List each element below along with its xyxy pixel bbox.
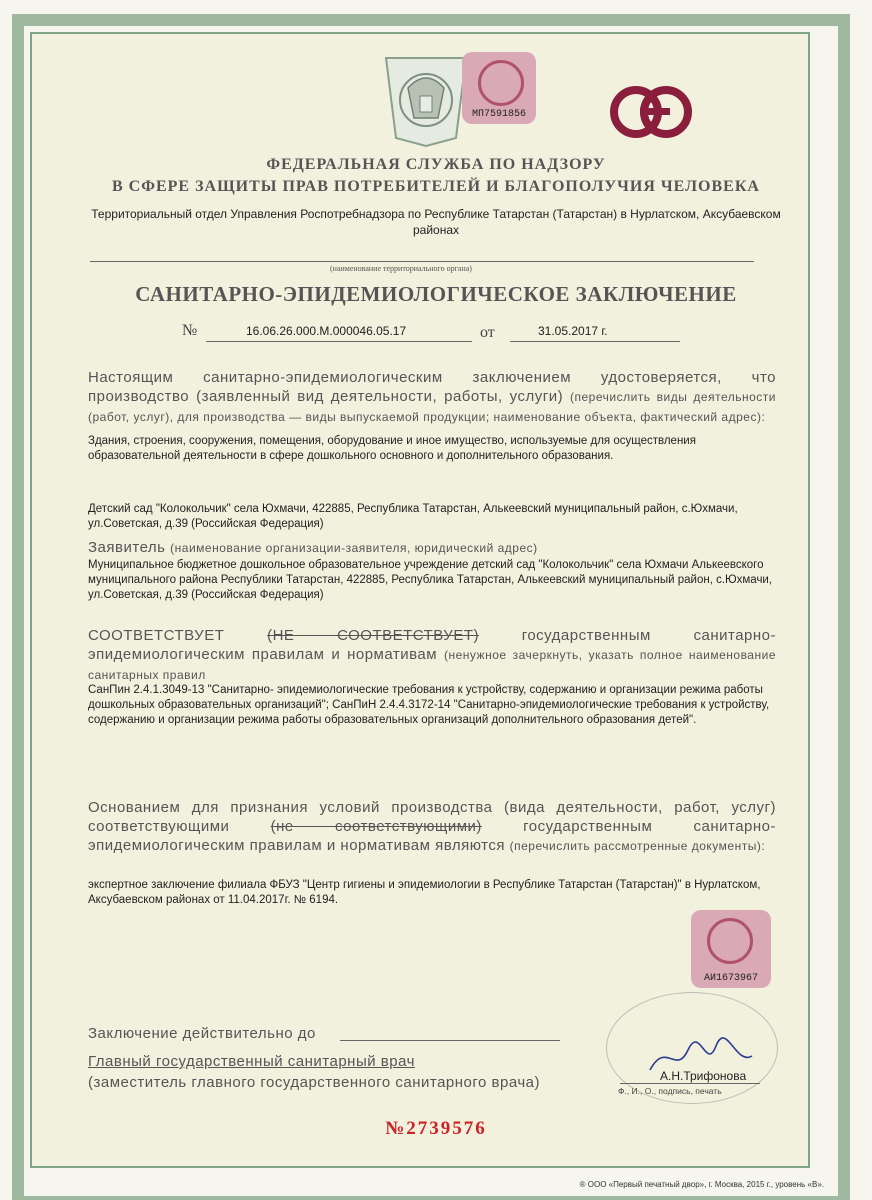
section-intro bbox=[88, 368, 776, 427]
section-intro-lead: Настоящим санитарно-эпидемиологическим заключением удостоверяется, что производство (заявленный вид деятельности, работы, услуги) bbox=[88, 369, 776, 405]
se-logo-icon bbox=[606, 82, 696, 142]
conformity-statement bbox=[88, 626, 776, 685]
document-title: САНИТАРНО-ЭПИДЕМИОЛОГИЧЕСКОЕ ЗАКЛЮЧЕНИЕ bbox=[135, 282, 737, 306]
printer-footer: ® ООО «Первый печатный двор», г. Москва, 2015 г., уровень «В». bbox=[579, 1180, 824, 1189]
date-value: 31.05.2017 г. bbox=[538, 324, 608, 338]
se-mark bbox=[606, 82, 696, 142]
conformity-rest: государственным санитарно-эпидемиологическим правилам и нормативам bbox=[88, 627, 776, 663]
conformity-body: СанПин 2.4.1.3049-13 "Санитарно- эпидемиологические требования к устройству, содержанию и организации режима работы дошкольных образовательных организаций"; СанПиН 2.4.4.3172-14 "Санитарно-эпидемиологические требования к устройству, содержанию и организации режима работы образовательных организаций дополнительного образования детей". bbox=[88, 684, 770, 726]
basis-rest: государственным санитарно-эпидемиологическим правилам и нормативам являются bbox=[88, 818, 776, 854]
basis-struck: (не соответствующими) bbox=[270, 818, 482, 835]
hologram-sticker-bottom bbox=[691, 910, 771, 988]
basis-statement bbox=[88, 798, 776, 856]
validity-label: Заключение действительно до bbox=[88, 1025, 316, 1042]
number-value: 16.06.26.000.М.000046.05.17 bbox=[246, 324, 407, 338]
agency-title-line1: ФЕДЕРАЛЬНАЯ СЛУЖБА ПО НАДЗОРУ bbox=[266, 156, 606, 173]
applicant-hint: (наименование организации-заявителя, юридический адрес) bbox=[170, 541, 538, 555]
signatory-role: Главный государственный санитарный врач bbox=[88, 1053, 415, 1070]
agency-title-line2: В СФЕРЕ ЗАЩИТЫ ПРАВ ПОТРЕБИТЕЛЕЙ И БЛАГОПОЛУЧИЯ ЧЕЛОВЕКА bbox=[112, 178, 760, 195]
section-intro-hint: (перечислить виды деятельности (работ, услуг), для производства — виды выпускаемой продукции; наименование объекта, фактический адрес): bbox=[88, 390, 776, 424]
serial-number: №2739576 bbox=[385, 1118, 487, 1139]
eagle-emblem-icon bbox=[378, 48, 474, 148]
signatory-deputy: (заместитель главного государственного санитарного врача) bbox=[88, 1074, 541, 1091]
basis-body: экспертное заключение филиала ФБУЗ "Центр гигиены и эпидемиологии в Республике Татарстан (Татарстан)" в Нурлатском, Аксубаевском районах от 11.04.2017г. № 6194. bbox=[88, 879, 761, 906]
date-label: от bbox=[480, 324, 495, 341]
signatory-name: А.Н.Трифонова bbox=[660, 1069, 747, 1083]
hologram-ring-icon bbox=[707, 918, 753, 964]
object-address: Детский сад "Колокольчик" села Юхмачи, 422885, Республика Татарстан, Алькеевский муниципальный район, с.Юхмачи, ул.Советская, д.39 (Российская Федерация) bbox=[88, 503, 738, 530]
basis-hint: (перечислить рассмотренные документы): bbox=[509, 839, 766, 853]
territorial-caption: (наименование территориального органа) bbox=[330, 264, 472, 273]
object-description: Здания, строения, сооружения, помещения, оборудование и иное имущество, используемые для осуществления образовательной деятельности в сфере дошкольного основного и дополнительного образования. bbox=[88, 435, 696, 462]
hologram-code: АИ1673967 bbox=[703, 973, 758, 984]
hologram-ring-icon bbox=[478, 60, 524, 106]
signature-caption: Ф., И., О., подпись, печать bbox=[618, 1086, 722, 1096]
signature-line bbox=[620, 1083, 760, 1084]
number-label: № bbox=[182, 322, 198, 339]
conformity-word: СООТВЕТСТВУЕТ bbox=[88, 627, 225, 644]
divider bbox=[90, 261, 754, 262]
hologram-sticker-top bbox=[462, 52, 536, 124]
hologram-code: МП7591856 bbox=[471, 109, 526, 120]
applicant-label: Заявитель bbox=[88, 539, 166, 556]
applicant-heading bbox=[88, 538, 776, 558]
number-line bbox=[206, 341, 472, 342]
basis-lead: Основанием для признания условий производства (вида деятельности, работ, услуг) соответствующими bbox=[88, 799, 776, 835]
validity-line bbox=[340, 1040, 560, 1041]
conformity-struck: (НЕ СООТВЕТСТВУЕТ) bbox=[267, 627, 479, 644]
applicant-body: Муниципальное бюджетное дошкольное образовательное учреждение детский сад "Колокольчик" села Юхмачи Алькеевского муниципального района Республики Татарстан, 422885, Республика Татарстан, Алькеевский муниципальный район, с.Юхмачи, ул.Советская, д.39 (Российская Федерация) bbox=[88, 559, 773, 601]
date-line bbox=[510, 341, 680, 342]
conformity-hint: (ненужное зачеркнуть, указать полное наименование санитарных правил bbox=[88, 648, 776, 682]
territorial-body: Территориальный отдел Управления Роспотребнадзора по Республике Татарстан (Татарстан) в Нурлатском, Аксубаевском районах bbox=[91, 207, 781, 237]
